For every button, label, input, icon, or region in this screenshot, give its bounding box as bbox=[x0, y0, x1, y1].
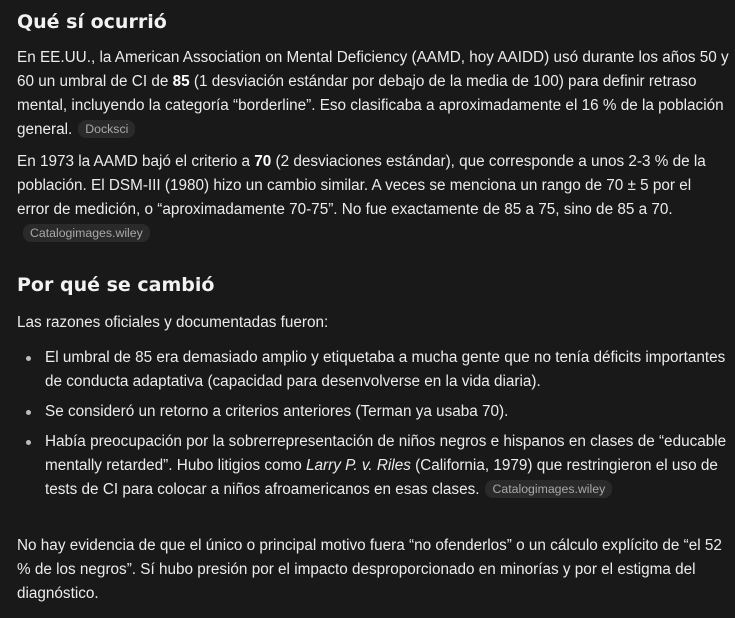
citation-catalogimages-wiley[interactable]: Catalogimages.wiley bbox=[23, 224, 150, 242]
section-heading-why-changed: Por qué se cambió bbox=[17, 274, 215, 296]
reasons-list bbox=[17, 346, 729, 508]
case-name: Larry P. v. Riles bbox=[306, 457, 411, 474]
list-item-text: Había preocupación por la sobrerrepresentación de niños negros e hispanos en clases de “educable mentally retarded”. Hubo litigios como bbox=[45, 433, 727, 474]
bullet-dot-icon bbox=[26, 356, 31, 361]
citation-docksci[interactable]: Docksci bbox=[78, 120, 135, 138]
list-item-text: El umbral de 85 era demasiado amplio y etiquetaba a mucha gente que no tenía déficits importantes de conducta adaptativa (capacidad para desenvolverse en la vida diaria). bbox=[45, 349, 726, 390]
closing-paragraph: No hay evidencia de que el único o principal motivo fuera “no ofenderlos” o un cálculo explícito de “el 52 % de los negros”. Sí hubo presión por el impacto desproporcionado en minorías y por el estigma del diagnóstico. bbox=[17, 537, 722, 602]
list-item-text: Se consideró un retorno a criterios anteriores (Terman ya usaba 70). bbox=[45, 403, 509, 420]
list-item bbox=[17, 400, 729, 424]
section-heading-what-happened: Qué sí ocurrió bbox=[17, 11, 167, 33]
paragraph-aamd-85 bbox=[17, 46, 729, 142]
reasons-intro: Las razones oficiales y documentadas fueron: bbox=[17, 314, 329, 331]
bullet-dot-icon bbox=[26, 410, 31, 415]
paragraph-1973-change bbox=[17, 150, 722, 246]
paragraph-text: En EE.UU., la American Association on Mental Deficiency (AAMD, hoy AAIDD) usó durante los años 50 y 60 un umbral de CI de bbox=[17, 49, 729, 90]
paragraph-text: En 1973 la AAMD bajó el criterio a bbox=[17, 153, 255, 170]
bold-value-70: 70 bbox=[254, 153, 272, 170]
bold-value-85: 85 bbox=[172, 73, 190, 90]
list-item-text: (California, 1979) que restringieron el uso de tests de CI para colocar a niños afroamericanos en esas clases. bbox=[45, 457, 718, 498]
paragraph-text: (1 desviación estándar por debajo de la media de 100) para definir retraso mental, incluyendo la categoría “borderline”. Eso clasificaba a aproximadamente el 16 % de la población general. bbox=[17, 73, 724, 138]
paragraph-text: (2 desviaciones estándar), que corresponde a unos 2-3 % de la población. El DSM-III (1980) hizo un cambio similar. A veces se menciona un rango de 70 ± 5 por el error de medición, o “aproximadamente 70-75”. No fue exactamente de 85 a 75, sino de 85 a 70. bbox=[17, 153, 706, 218]
list-item bbox=[17, 430, 729, 502]
bullet-dot-icon bbox=[26, 440, 31, 445]
citation-catalogimages-wiley[interactable]: Catalogimages.wiley bbox=[485, 480, 612, 498]
list-item bbox=[17, 346, 729, 394]
